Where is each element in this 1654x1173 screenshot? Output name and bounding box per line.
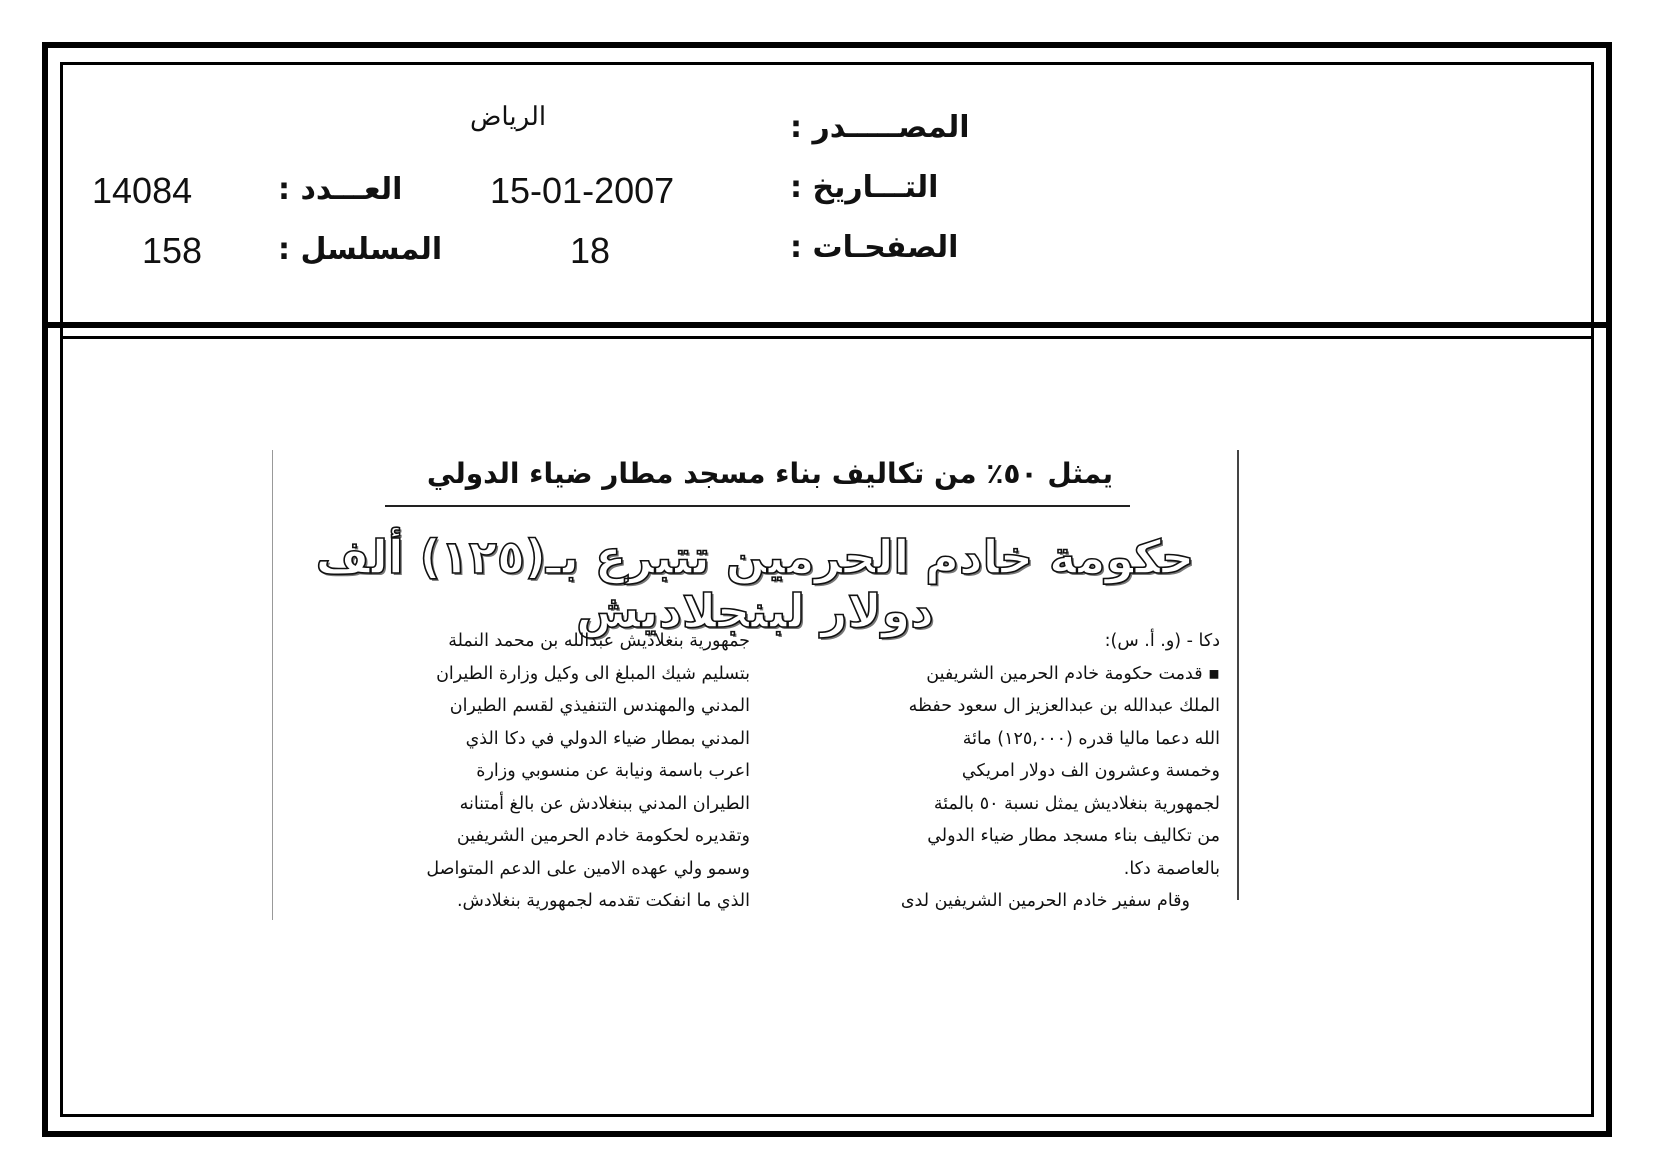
serial-label: المسلسل : [278,232,443,267]
column-line: وتقديره لحكومة خادم الحرمين الشريفين [456,826,750,846]
issue-value: 14084 [92,170,193,211]
column-line: من تكاليف بناء مسجد مطار ضياء الدولي [927,826,1220,846]
column-line: لجمهورية بنغلاديش يمثل نسبة ٥٠ بالمئة [933,793,1220,814]
column-line: الله دعما ماليا قدره (١٢٥,٠٠٠) مائة [962,728,1220,749]
serial-value: 158 [142,230,203,271]
header-divider-inner [60,336,1594,339]
column-line: دكا - (و. أ. س): [1104,631,1220,651]
column-line: المدني بمطار ضياء الدولي في دكا الذي [465,728,750,749]
source-value: الرياض [470,102,547,132]
article-column-left [290,625,750,918]
column-line: المدني والمهندس التنفيذي لقسم الطيران [449,696,750,716]
date-value: 15-01-2007 [490,170,675,211]
column-line: الطيران المدني ببنغلادش عن بالغ أمتنانه [459,793,750,814]
column-line: وسمو ولي عهده الامين على الدعم المتواصل [426,858,750,879]
header-divider [48,322,1606,328]
column-line: جمهورية بنغلاديش عبدالله بن محمد النملة [448,631,750,651]
column-line: اعرب باسمة ونيابة عن منسوبي وزارة [476,761,750,781]
source-label: المصـــــدر : [790,110,970,145]
date-label: التـــاريخ : [790,170,939,205]
column-line: الذي ما انفكت تقدمه لجمهورية بنغلادش. [456,891,750,911]
column-line: بتسليم شيك المبلغ الى وكيل وزارة الطيران [436,663,750,684]
column-line: وخمسة وعشرون الف دولار امريكي [961,761,1220,781]
column-line: ▪ قدمت حكومة خادم الحرمين الشريفين [926,663,1220,684]
kicker-underline [385,505,1130,507]
article-column-right [780,625,1220,918]
pages-value: 18 [570,230,611,271]
clipping-rule-right [1237,450,1239,900]
article-kicker: يمثل ٥٠٪ من تكاليف بناء مسجد مطار ضياء الدولي [426,457,1114,490]
pages-label: الصفحـات : [790,230,959,265]
column-line: الملك عبدالله بن عبدالعزيز ال سعود حفظه [908,696,1220,716]
column-line: بالعاصمة دكا. [1123,858,1220,879]
column-line: وقام سفير خادم الحرمين الشريفين لدى [900,891,1190,911]
clipping-rule-left [272,450,273,920]
article-headline: حكومة خادم الحرمين تتبرع بـ(١٢٥) ألف دولار لبنجلاديش [315,530,1195,638]
issue-label: العـــدد : [278,172,403,207]
